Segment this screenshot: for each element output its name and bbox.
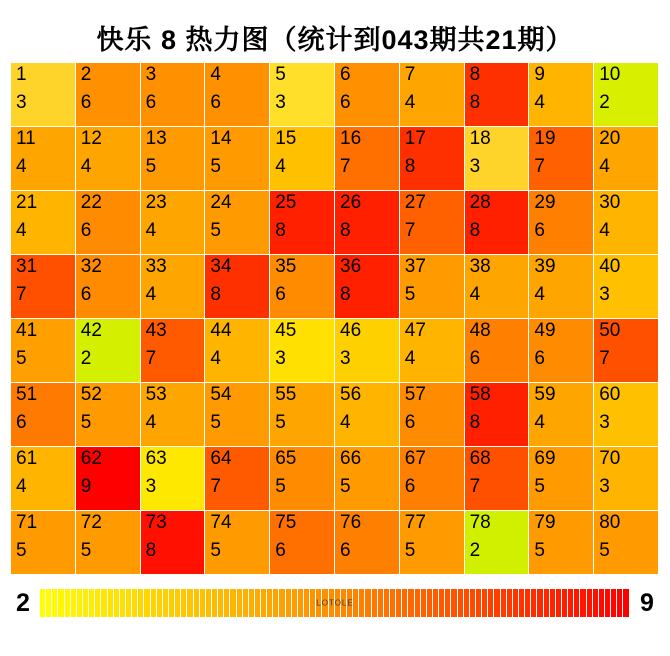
- cell-count: 5: [16, 540, 27, 561]
- cell-number: 22: [80, 192, 102, 213]
- cell-number: 25: [275, 192, 297, 213]
- cell-number: 36: [340, 256, 362, 277]
- heatmap-cell[interactable]: [11, 447, 76, 511]
- cell-number: 28: [469, 192, 491, 213]
- heatmap-cell[interactable]: [400, 191, 465, 255]
- cell-number: 42: [80, 320, 102, 341]
- heatmap-cell[interactable]: [270, 319, 335, 383]
- heatmap-cell[interactable]: [205, 447, 270, 511]
- cell-count: 6: [80, 220, 92, 241]
- cell-number: 1: [16, 64, 27, 85]
- cell-number: 59: [534, 384, 556, 405]
- cell-count: 5: [275, 412, 286, 433]
- heatmap-grid: [11, 63, 659, 575]
- cell-number: 14: [210, 128, 232, 149]
- heatmap-cell[interactable]: [465, 447, 530, 511]
- cell-number: 63: [145, 448, 167, 469]
- heatmap-cell[interactable]: [76, 383, 141, 447]
- cell-number: 5: [275, 64, 286, 85]
- cell-number: 70: [599, 448, 621, 469]
- cell-count: 3: [599, 284, 610, 305]
- cell-number: 35: [275, 256, 297, 277]
- cell-count: 4: [534, 284, 545, 305]
- cell-number: 6: [340, 64, 351, 85]
- cell-count: 3: [275, 348, 286, 369]
- heatmap-cell[interactable]: [141, 255, 206, 319]
- cell-count: 4: [404, 348, 416, 369]
- cell-count: 5: [80, 540, 92, 561]
- cell-count: 6: [210, 92, 221, 113]
- heatmap-cell[interactable]: [141, 127, 206, 191]
- heatmap-cell[interactable]: [205, 255, 270, 319]
- cell-count: 6: [275, 284, 286, 305]
- cell-count: 4: [80, 156, 92, 177]
- cell-count: 9: [80, 476, 92, 497]
- heatmap-cell[interactable]: [465, 383, 530, 447]
- cell-number: 20: [599, 128, 621, 149]
- cell-number: 53: [145, 384, 167, 405]
- cell-number: 16: [340, 128, 362, 149]
- cell-count: 2: [469, 540, 481, 561]
- heatmap-cell[interactable]: [11, 383, 76, 447]
- cell-count: 4: [16, 476, 27, 497]
- cell-number: 73: [145, 512, 167, 533]
- cell-count: 6: [275, 540, 286, 561]
- cell-count: 8: [469, 412, 481, 433]
- color-legend: [11, 583, 659, 623]
- cell-count: 4: [599, 156, 610, 177]
- heatmap-cell[interactable]: [594, 255, 659, 319]
- heatmap-cell[interactable]: [400, 383, 465, 447]
- heatmap-cell[interactable]: [270, 511, 335, 575]
- heatmap-cell[interactable]: [11, 63, 76, 127]
- heatmap-cell[interactable]: [400, 255, 465, 319]
- heatmap-cell[interactable]: [141, 63, 206, 127]
- cell-number: 30: [599, 192, 621, 213]
- heatmap-cell[interactable]: [11, 255, 76, 319]
- cell-number: 69: [534, 448, 556, 469]
- cell-number: 31: [16, 256, 38, 277]
- legend-stripe: [623, 589, 629, 617]
- cell-count: 5: [210, 540, 221, 561]
- cell-number: 47: [404, 320, 426, 341]
- cell-count: 5: [145, 156, 157, 177]
- heatmap-cell[interactable]: [335, 511, 400, 575]
- cell-number: 66: [340, 448, 362, 469]
- heatmap-cell[interactable]: [11, 191, 76, 255]
- heatmap-cell[interactable]: [205, 511, 270, 575]
- cell-number: 21: [16, 192, 38, 213]
- page-title: 快乐 8 热力图（统计到043期共21期）: [96, 25, 574, 55]
- cell-number: 24: [210, 192, 232, 213]
- cell-number: 80: [599, 512, 621, 533]
- cell-number: 65: [275, 448, 297, 469]
- heatmap-cell[interactable]: [205, 383, 270, 447]
- cell-number: 55: [275, 384, 297, 405]
- cell-count: 3: [16, 92, 27, 113]
- cell-count: 6: [534, 348, 545, 369]
- heatmap-cell[interactable]: [76, 191, 141, 255]
- cell-count: 5: [210, 412, 221, 433]
- cell-number: 58: [469, 384, 491, 405]
- cell-count: 3: [599, 476, 610, 497]
- cell-number: 39: [534, 256, 556, 277]
- heatmap-cell[interactable]: [141, 319, 206, 383]
- heatmap-cell[interactable]: [141, 447, 206, 511]
- cell-count: 7: [340, 156, 351, 177]
- watermark-label: LOTOLE: [316, 598, 354, 608]
- heatmap-cell[interactable]: [594, 63, 659, 127]
- heatmap-cell[interactable]: [141, 383, 206, 447]
- cell-number: 68: [469, 448, 491, 469]
- cell-number: 27: [404, 192, 426, 213]
- heatmap-cell[interactable]: [270, 127, 335, 191]
- cell-count: 4: [340, 412, 351, 433]
- cell-number: 78: [469, 512, 491, 533]
- heatmap-cell[interactable]: [400, 319, 465, 383]
- cell-number: 12: [80, 128, 102, 149]
- legend-gradient-bar: [40, 589, 630, 617]
- cell-count: 8: [340, 220, 351, 241]
- heatmap-cell[interactable]: [529, 127, 594, 191]
- cell-count: 4: [534, 92, 545, 113]
- cell-count: 6: [469, 348, 481, 369]
- heatmap-cell[interactable]: [529, 191, 594, 255]
- heatmap-cell[interactable]: [335, 191, 400, 255]
- cell-count: 8: [404, 156, 416, 177]
- cell-number: 43: [145, 320, 167, 341]
- heatmap-cell[interactable]: [76, 319, 141, 383]
- cell-count: 4: [16, 156, 27, 177]
- cell-count: 8: [469, 92, 481, 113]
- cell-number: 48: [469, 320, 491, 341]
- heatmap-cell[interactable]: [400, 127, 465, 191]
- heatmap-cell[interactable]: [335, 255, 400, 319]
- cell-number: 76: [340, 512, 362, 533]
- heatmap-cell[interactable]: [465, 319, 530, 383]
- cell-count: 4: [145, 412, 157, 433]
- cell-count: 5: [340, 476, 351, 497]
- cell-count: 5: [16, 348, 27, 369]
- cell-number: 29: [534, 192, 556, 213]
- cell-count: 6: [404, 476, 416, 497]
- heatmap-cell[interactable]: [141, 191, 206, 255]
- cell-number: 7: [404, 64, 416, 85]
- heatmap-cell[interactable]: [594, 127, 659, 191]
- heatmap-cell[interactable]: [205, 127, 270, 191]
- cell-number: 37: [404, 256, 426, 277]
- cell-count: 6: [404, 412, 416, 433]
- cell-count: 4: [16, 220, 27, 241]
- cell-number: 18: [469, 128, 491, 149]
- heatmap-cell[interactable]: [594, 191, 659, 255]
- cell-number: 15: [275, 128, 297, 149]
- cell-count: 5: [210, 220, 221, 241]
- heatmap-cell[interactable]: [11, 319, 76, 383]
- legend-max-label: 9: [640, 588, 654, 617]
- cell-number: 52: [80, 384, 102, 405]
- heatmap-cell[interactable]: [270, 255, 335, 319]
- cell-count: 6: [340, 92, 351, 113]
- heatmap-cell[interactable]: [76, 127, 141, 191]
- cell-count: 3: [145, 476, 157, 497]
- heatmap-cell[interactable]: [205, 63, 270, 127]
- cell-count: 7: [469, 476, 481, 497]
- heatmap-cell[interactable]: [529, 255, 594, 319]
- cell-count: 5: [275, 476, 286, 497]
- heatmap-cell[interactable]: [529, 511, 594, 575]
- heatmap-cell[interactable]: [335, 383, 400, 447]
- cell-count: 6: [80, 284, 92, 305]
- cell-number: 51: [16, 384, 38, 405]
- cell-number: 67: [404, 448, 426, 469]
- cell-count: 8: [340, 284, 351, 305]
- heatmap-cell[interactable]: [76, 255, 141, 319]
- cell-count: 2: [599, 92, 610, 113]
- cell-count: 3: [599, 412, 610, 433]
- cell-count: 4: [145, 284, 157, 305]
- heatmap-cell[interactable]: [11, 127, 76, 191]
- cell-number: 45: [275, 320, 297, 341]
- cell-count: 7: [534, 156, 545, 177]
- cell-number: 8: [469, 64, 481, 85]
- cell-number: 26: [340, 192, 362, 213]
- cell-number: 54: [210, 384, 232, 405]
- cell-count: 4: [275, 156, 286, 177]
- cell-number: 61: [16, 448, 38, 469]
- heatmap-cell[interactable]: [400, 447, 465, 511]
- cell-count: 4: [469, 284, 481, 305]
- cell-number: 3: [145, 64, 157, 85]
- cell-count: 5: [80, 412, 92, 433]
- cell-count: 4: [534, 412, 545, 433]
- cell-count: 5: [599, 540, 610, 561]
- cell-count: 6: [80, 92, 92, 113]
- cell-count: 5: [210, 156, 221, 177]
- heatmap-cell[interactable]: [76, 63, 141, 127]
- heatmap-cell[interactable]: [594, 319, 659, 383]
- cell-number: 11: [16, 128, 36, 149]
- heatmap-cell[interactable]: [594, 447, 659, 511]
- heatmap-cell[interactable]: [335, 127, 400, 191]
- cell-number: 72: [80, 512, 102, 533]
- cell-count: 5: [404, 540, 416, 561]
- heatmap-cell[interactable]: [594, 511, 659, 575]
- heatmap-cell[interactable]: [465, 63, 530, 127]
- cell-count: 7: [599, 348, 610, 369]
- heatmap-cell[interactable]: [270, 383, 335, 447]
- heatmap-cell[interactable]: [335, 63, 400, 127]
- cell-count: 3: [469, 156, 481, 177]
- heatmap-cell[interactable]: [205, 319, 270, 383]
- cell-count: 8: [210, 284, 221, 305]
- cell-number: 40: [599, 256, 621, 277]
- cell-count: 4: [404, 92, 416, 113]
- cell-number: 57: [404, 384, 426, 405]
- cell-count: 8: [275, 220, 286, 241]
- heatmap-cell[interactable]: [594, 383, 659, 447]
- cell-count: 4: [145, 220, 157, 241]
- heatmap-cell[interactable]: [270, 447, 335, 511]
- cell-count: 5: [534, 540, 545, 561]
- heatmap-cell[interactable]: [400, 63, 465, 127]
- cell-number: 17: [404, 128, 426, 149]
- cell-count: 7: [16, 284, 27, 305]
- heatmap-cell[interactable]: [465, 127, 530, 191]
- cell-count: 7: [404, 220, 416, 241]
- cell-count: 2: [80, 348, 92, 369]
- heatmap-cell[interactable]: [529, 319, 594, 383]
- cell-number: 34: [210, 256, 232, 277]
- cell-count: 8: [145, 540, 157, 561]
- heatmap-cell[interactable]: [11, 511, 76, 575]
- heatmap-cell[interactable]: [529, 63, 594, 127]
- cell-number: 56: [340, 384, 362, 405]
- cell-count: 7: [145, 348, 157, 369]
- cell-number: 23: [145, 192, 167, 213]
- heatmap-cell[interactable]: [465, 255, 530, 319]
- heatmap-cell[interactable]: [465, 511, 530, 575]
- cell-number: 9: [534, 64, 545, 85]
- cell-count: 4: [599, 220, 610, 241]
- heatmap-cell[interactable]: [270, 191, 335, 255]
- cell-count: 7: [210, 476, 221, 497]
- cell-number: 77: [404, 512, 426, 533]
- cell-number: 62: [80, 448, 102, 469]
- cell-count: 3: [275, 92, 286, 113]
- cell-number: 38: [469, 256, 491, 277]
- cell-number: 19: [534, 128, 556, 149]
- heatmap-cell[interactable]: [76, 511, 141, 575]
- heatmap-cell[interactable]: [141, 511, 206, 575]
- heatmap-cell[interactable]: [400, 511, 465, 575]
- cell-number: 46: [340, 320, 362, 341]
- cell-number: 33: [145, 256, 167, 277]
- cell-count: 6: [145, 92, 157, 113]
- heatmap-cell[interactable]: [270, 63, 335, 127]
- cell-number: 44: [210, 320, 232, 341]
- cell-count: 4: [210, 348, 221, 369]
- cell-count: 6: [534, 220, 545, 241]
- cell-number: 41: [16, 320, 38, 341]
- cell-count: 3: [340, 348, 351, 369]
- cell-number: 50: [599, 320, 621, 341]
- cell-count: 5: [534, 476, 545, 497]
- heatmap-cell[interactable]: [76, 447, 141, 511]
- cell-number: 71: [16, 512, 38, 533]
- heatmap-cell[interactable]: [529, 447, 594, 511]
- cell-number: 74: [210, 512, 232, 533]
- cell-number: 60: [599, 384, 621, 405]
- cell-count: 8: [469, 220, 481, 241]
- heatmap-cell[interactable]: [529, 383, 594, 447]
- heatmap-cell[interactable]: [465, 191, 530, 255]
- cell-number: 79: [534, 512, 556, 533]
- cell-number: 75: [275, 512, 297, 533]
- heatmap-cell[interactable]: [205, 191, 270, 255]
- cell-number: 13: [145, 128, 167, 149]
- heatmap-cell[interactable]: [335, 447, 400, 511]
- cell-number: 64: [210, 448, 232, 469]
- cell-count: 6: [16, 412, 27, 433]
- cell-count: 6: [340, 540, 351, 561]
- legend-min-label: 2: [16, 588, 30, 617]
- cell-count: 5: [404, 284, 416, 305]
- heatmap-cell[interactable]: [335, 319, 400, 383]
- cell-number: 4: [210, 64, 221, 85]
- cell-number: 49: [534, 320, 556, 341]
- cell-number: 32: [80, 256, 102, 277]
- cell-number: 2: [80, 64, 92, 85]
- cell-number: 10: [599, 64, 621, 85]
